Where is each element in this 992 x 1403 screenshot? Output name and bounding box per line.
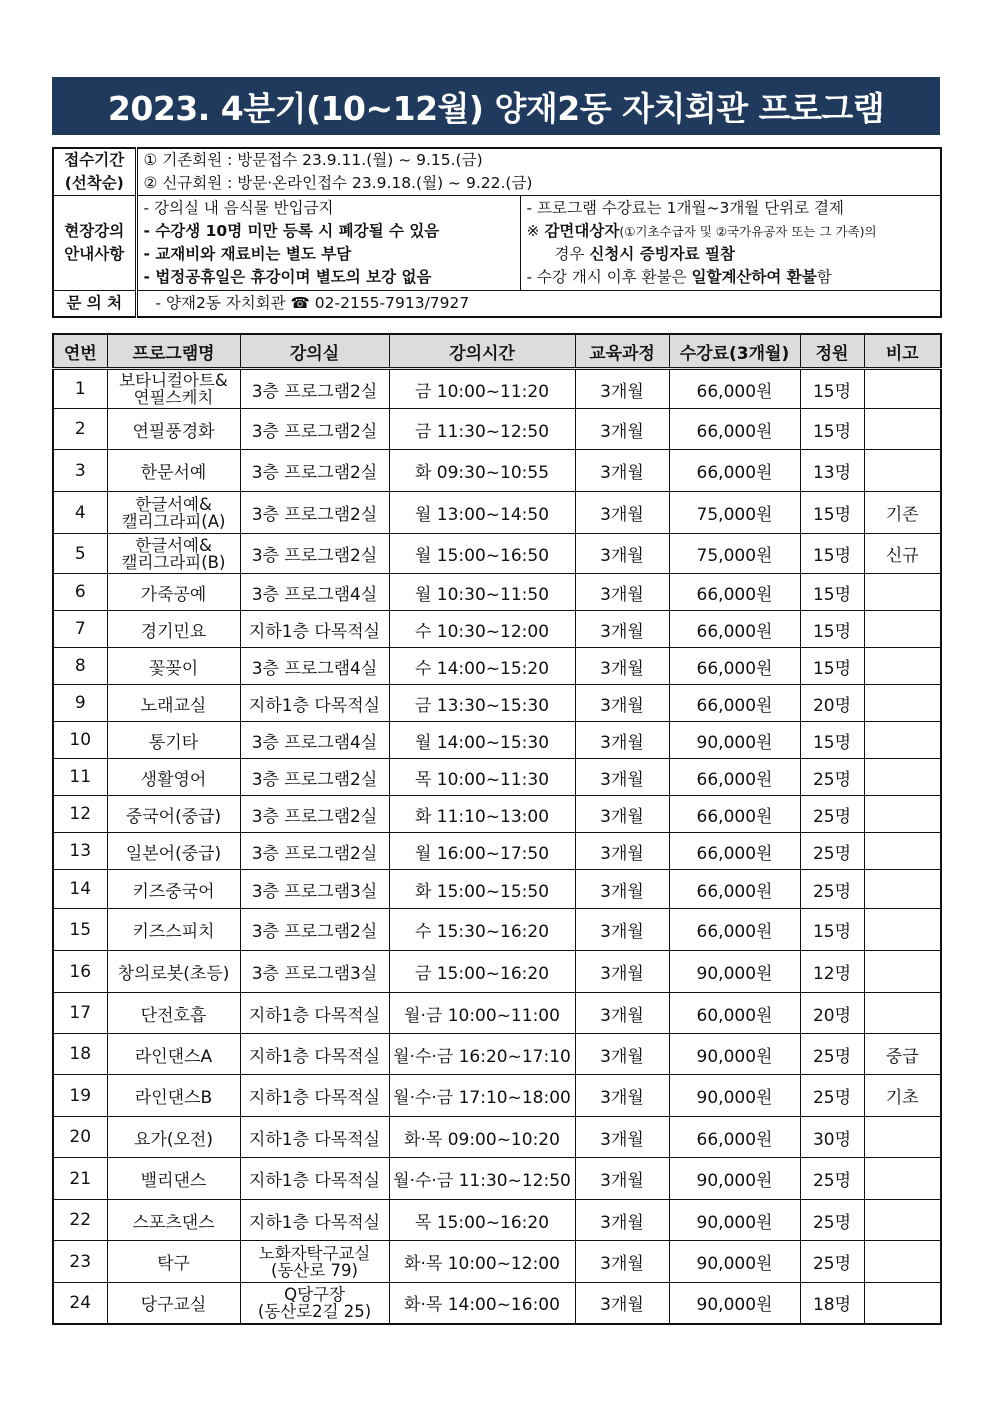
cell-no: 15 xyxy=(53,909,107,951)
cell-cap: 15명 xyxy=(800,369,864,409)
table-row xyxy=(53,648,941,685)
cell-fee: 66,000원 xyxy=(669,369,800,409)
contact-value: - 양재2동 자치회관 ☎ 02-2155-7913/7927 xyxy=(136,291,941,317)
col-header: 강의실 xyxy=(240,334,389,369)
cell-fee: 66,000원 xyxy=(669,833,800,870)
cell-note xyxy=(864,870,941,909)
table-row xyxy=(53,574,941,611)
cell-note: 기초 xyxy=(864,1075,941,1117)
cell-course: 3개월 xyxy=(575,759,669,796)
cell-course: 3개월 xyxy=(575,1158,669,1200)
cell-time: 목 10:00~11:30 xyxy=(389,759,575,796)
cell-no: 16 xyxy=(53,951,107,993)
cell-course: 3개월 xyxy=(575,870,669,909)
cell-no: 20 xyxy=(53,1117,107,1158)
cell-fee: 66,000원 xyxy=(669,685,800,722)
cell-room: 3층 프로그램4실 xyxy=(240,722,389,759)
cell-note xyxy=(864,1158,941,1200)
cell-fee: 60,000원 xyxy=(669,993,800,1034)
cell-cap: 25명 xyxy=(800,870,864,909)
table-row xyxy=(53,722,941,759)
cell-fee: 66,000원 xyxy=(669,574,800,611)
table-row xyxy=(53,492,941,534)
cell-fee: 90,000원 xyxy=(669,1158,800,1200)
cell-name: 생활영어 xyxy=(107,759,240,796)
cell-fee: 66,000원 xyxy=(669,450,800,492)
cell-note xyxy=(864,759,941,796)
cell-no: 22 xyxy=(53,1200,107,1241)
cell-name: 꽃꽂이 xyxy=(107,648,240,685)
program-table xyxy=(52,333,942,1325)
cell-note xyxy=(864,409,941,450)
cell-time: 수 14:00~15:20 xyxy=(389,648,575,685)
cell-note xyxy=(864,951,941,993)
cell-course: 3개월 xyxy=(575,685,669,722)
cell-time: 화 11:10~13:00 xyxy=(389,796,575,833)
cell-no: 21 xyxy=(53,1158,107,1200)
cell-time: 화·목 09:00~10:20 xyxy=(389,1117,575,1158)
cell-room: Q당구장 (동산로2길 25) xyxy=(240,1283,389,1324)
cell-cap: 15명 xyxy=(800,534,864,574)
cell-time: 화·목 10:00~12:00 xyxy=(389,1241,575,1283)
cell-course: 3개월 xyxy=(575,993,669,1034)
cell-time: 월 13:00~14:50 xyxy=(389,492,575,534)
reception-period xyxy=(136,148,941,196)
table-row xyxy=(53,1241,941,1283)
cell-name: 중국어(중급) xyxy=(107,796,240,833)
cell-name: 창의로봇(초등) xyxy=(107,951,240,993)
guide-discount-note: ※ 감면대상자(①기초수급자 및 ②국가유공자 또는 그 가족)의 xyxy=(526,222,877,240)
reception-line-new: ② 신규회원 : 방문·온라인접수 23.9.18.(월) ~ 9.22.(금) xyxy=(143,174,533,192)
guide-left xyxy=(136,196,520,291)
cell-room: 지하1층 다목적실 xyxy=(240,1034,389,1075)
cell-cap: 25명 xyxy=(800,833,864,870)
cell-no: 9 xyxy=(53,685,107,722)
table-row xyxy=(53,1034,941,1075)
guide-label: 현장강의 안내사항 xyxy=(53,196,136,291)
cell-course: 3개월 xyxy=(575,1200,669,1241)
cell-room: 지하1층 다목적실 xyxy=(240,1075,389,1117)
guide-item: - 법정공휴일은 휴강이며 별도의 보강 없음 xyxy=(143,268,432,286)
cell-room: 지하1층 다목적실 xyxy=(240,993,389,1034)
cell-note xyxy=(864,369,941,409)
col-header: 정원 xyxy=(800,334,864,369)
cell-name: 경기민요 xyxy=(107,611,240,648)
contact-row xyxy=(53,291,941,317)
cell-note xyxy=(864,1200,941,1241)
cell-no: 10 xyxy=(53,722,107,759)
cell-time: 화 09:30~10:55 xyxy=(389,450,575,492)
cell-name: 일본어(중급) xyxy=(107,833,240,870)
cell-time: 화 15:00~15:50 xyxy=(389,870,575,909)
cell-room: 3층 프로그램2실 xyxy=(240,833,389,870)
cell-no: 8 xyxy=(53,648,107,685)
cell-name: 노래교실 xyxy=(107,685,240,722)
table-row xyxy=(53,611,941,648)
cell-room: 3층 프로그램2실 xyxy=(240,759,389,796)
cell-room: 3층 프로그램4실 xyxy=(240,574,389,611)
table-row xyxy=(53,909,941,951)
cell-time: 월 10:30~11:50 xyxy=(389,574,575,611)
cell-note xyxy=(864,574,941,611)
cell-time: 금 11:30~12:50 xyxy=(389,409,575,450)
cell-name: 한글서예& 캘리그라피(B) xyxy=(107,534,240,574)
cell-note: 중급 xyxy=(864,1034,941,1075)
cell-room: 3층 프로그램2실 xyxy=(240,450,389,492)
cell-no: 14 xyxy=(53,870,107,909)
cell-note xyxy=(864,909,941,951)
guide-row xyxy=(53,196,941,291)
guide-item: - 교재비와 재료비는 별도 부담 xyxy=(143,245,352,263)
table-row xyxy=(53,450,941,492)
table-header xyxy=(53,334,941,369)
cell-name: 스포츠댄스 xyxy=(107,1200,240,1241)
cell-time: 목 15:00~16:20 xyxy=(389,1200,575,1241)
cell-cap: 18명 xyxy=(800,1283,864,1324)
cell-no: 6 xyxy=(53,574,107,611)
cell-note xyxy=(864,993,941,1034)
cell-course: 3개월 xyxy=(575,951,669,993)
cell-room: 3층 프로그램2실 xyxy=(240,409,389,450)
col-header: 프로그램명 xyxy=(107,334,240,369)
cell-cap: 15명 xyxy=(800,648,864,685)
cell-room: 3층 프로그램2실 xyxy=(240,492,389,534)
reception-label: 접수기간 (선착순) xyxy=(53,148,136,196)
table-row xyxy=(53,833,941,870)
cell-no: 12 xyxy=(53,796,107,833)
cell-note xyxy=(864,833,941,870)
table-row xyxy=(53,534,941,574)
cell-time: 월·수·금 17:10~18:00 xyxy=(389,1075,575,1117)
cell-name: 탁구 xyxy=(107,1241,240,1283)
cell-no: 1 xyxy=(53,369,107,409)
cell-fee: 66,000원 xyxy=(669,870,800,909)
cell-time: 금 10:00~11:20 xyxy=(389,369,575,409)
cell-fee: 66,000원 xyxy=(669,611,800,648)
cell-room: 3층 프로그램2실 xyxy=(240,369,389,409)
cell-no: 24 xyxy=(53,1283,107,1324)
cell-no: 3 xyxy=(53,450,107,492)
cell-cap: 25명 xyxy=(800,796,864,833)
cell-cap: 25명 xyxy=(800,1075,864,1117)
cell-note xyxy=(864,1117,941,1158)
table-row xyxy=(53,369,941,409)
cell-room: 3층 프로그램2실 xyxy=(240,909,389,951)
cell-room: 3층 프로그램4실 xyxy=(240,648,389,685)
table-row xyxy=(53,796,941,833)
cell-cap: 15명 xyxy=(800,574,864,611)
cell-course: 3개월 xyxy=(575,409,669,450)
col-header: 비고 xyxy=(864,334,941,369)
cell-fee: 90,000원 xyxy=(669,1034,800,1075)
cell-room: 지하1층 다목적실 xyxy=(240,1158,389,1200)
cell-no: 2 xyxy=(53,409,107,450)
cell-note: 기존 xyxy=(864,492,941,534)
cell-fee: 66,000원 xyxy=(669,909,800,951)
cell-no: 4 xyxy=(53,492,107,534)
cell-time: 월·수·금 11:30~12:50 xyxy=(389,1158,575,1200)
table-row xyxy=(53,759,941,796)
cell-time: 수 10:30~12:00 xyxy=(389,611,575,648)
cell-fee: 66,000원 xyxy=(669,1117,800,1158)
col-header: 강의시간 xyxy=(389,334,575,369)
cell-cap: 15명 xyxy=(800,409,864,450)
cell-cap: 12명 xyxy=(800,951,864,993)
reception-line-existing: ① 기존회원 : 방문접수 23.9.11.(월) ~ 9.15.(금) xyxy=(143,151,483,169)
cell-room: 지하1층 다목적실 xyxy=(240,1117,389,1158)
cell-room: 지하1층 다목적실 xyxy=(240,1200,389,1241)
cell-course: 3개월 xyxy=(575,574,669,611)
cell-note xyxy=(864,450,941,492)
cell-cap: 15명 xyxy=(800,492,864,534)
cell-cap: 15명 xyxy=(800,909,864,951)
cell-course: 3개월 xyxy=(575,1117,669,1158)
cell-course: 3개월 xyxy=(575,1075,669,1117)
cell-cap: 25명 xyxy=(800,1241,864,1283)
cell-course: 3개월 xyxy=(575,796,669,833)
cell-fee: 66,000원 xyxy=(669,409,800,450)
table-row xyxy=(53,993,941,1034)
table-row xyxy=(53,870,941,909)
cell-course: 3개월 xyxy=(575,492,669,534)
cell-no: 7 xyxy=(53,611,107,648)
cell-course: 3개월 xyxy=(575,909,669,951)
cell-fee: 90,000원 xyxy=(669,1200,800,1241)
cell-fee: 66,000원 xyxy=(669,648,800,685)
cell-course: 3개월 xyxy=(575,722,669,759)
cell-no: 23 xyxy=(53,1241,107,1283)
cell-fee: 66,000원 xyxy=(669,796,800,833)
cell-fee: 90,000원 xyxy=(669,1241,800,1283)
cell-no: 13 xyxy=(53,833,107,870)
cell-room: 3층 프로그램3실 xyxy=(240,870,389,909)
cell-room: 노화자탁구교실 (동산로 79) xyxy=(240,1241,389,1283)
cell-course: 3개월 xyxy=(575,369,669,409)
cell-note xyxy=(864,722,941,759)
table-row xyxy=(53,1117,941,1158)
cell-name: 밸리댄스 xyxy=(107,1158,240,1200)
cell-note xyxy=(864,648,941,685)
cell-time: 월·금 10:00~11:00 xyxy=(389,993,575,1034)
cell-time: 월 16:00~17:50 xyxy=(389,833,575,870)
col-header: 수강료(3개월) xyxy=(669,334,800,369)
reception-row xyxy=(53,148,941,196)
cell-name: 라인댄스A xyxy=(107,1034,240,1075)
guide-right xyxy=(520,196,941,291)
cell-name: 한글서예& 캘리그라피(A) xyxy=(107,492,240,534)
cell-room: 3층 프로그램2실 xyxy=(240,534,389,574)
cell-course: 3개월 xyxy=(575,648,669,685)
cell-name: 보타니컬아트& 연필스케치 xyxy=(107,369,240,409)
cell-room: 3층 프로그램2실 xyxy=(240,796,389,833)
cell-cap: 20명 xyxy=(800,993,864,1034)
cell-fee: 90,000원 xyxy=(669,722,800,759)
cell-time: 화·목 14:00~16:00 xyxy=(389,1283,575,1324)
cell-fee: 90,000원 xyxy=(669,1075,800,1117)
page-title: 2023. 4분기(10~12월) 양재2동 자치회관 프로그램 xyxy=(52,77,940,135)
guide-fee-note: - 프로그램 수강료는 1개월~3개월 단위로 결제 xyxy=(526,199,844,217)
cell-fee: 66,000원 xyxy=(669,759,800,796)
cell-note: 신규 xyxy=(864,534,941,574)
cell-time: 월 14:00~15:30 xyxy=(389,722,575,759)
table-row xyxy=(53,951,941,993)
cell-name: 가죽공예 xyxy=(107,574,240,611)
cell-name: 통기타 xyxy=(107,722,240,759)
col-header: 연번 xyxy=(53,334,107,369)
cell-cap: 15명 xyxy=(800,722,864,759)
cell-time: 금 15:00~16:20 xyxy=(389,951,575,993)
cell-course: 3개월 xyxy=(575,611,669,648)
cell-fee: 75,000원 xyxy=(669,492,800,534)
cell-no: 5 xyxy=(53,534,107,574)
cell-cap: 15명 xyxy=(800,611,864,648)
cell-cap: 30명 xyxy=(800,1117,864,1158)
table-row xyxy=(53,409,941,450)
cell-note xyxy=(864,611,941,648)
table-row xyxy=(53,1075,941,1117)
cell-cap: 13명 xyxy=(800,450,864,492)
cell-no: 19 xyxy=(53,1075,107,1117)
cell-fee: 90,000원 xyxy=(669,951,800,993)
cell-time: 수 15:30~16:20 xyxy=(389,909,575,951)
cell-note xyxy=(864,1283,941,1324)
guide-item: - 수강생 10명 미만 등록 시 폐강될 수 있음 xyxy=(143,222,440,240)
cell-name: 한문서예 xyxy=(107,450,240,492)
cell-course: 3개월 xyxy=(575,1034,669,1075)
cell-name: 요가(오전) xyxy=(107,1117,240,1158)
cell-time: 월·수·금 16:20~17:10 xyxy=(389,1034,575,1075)
cell-cap: 25명 xyxy=(800,759,864,796)
cell-fee: 75,000원 xyxy=(669,534,800,574)
table-row xyxy=(53,1283,941,1324)
table-row xyxy=(53,1158,941,1200)
cell-fee: 90,000원 xyxy=(669,1283,800,1324)
cell-name: 당구교실 xyxy=(107,1283,240,1324)
cell-room: 지하1층 다목적실 xyxy=(240,611,389,648)
guide-discount-note-cont: 경우 신청시 증빙자료 필참 xyxy=(554,245,735,263)
cell-name: 키즈스피치 xyxy=(107,909,240,951)
cell-room: 3층 프로그램3실 xyxy=(240,951,389,993)
cell-no: 17 xyxy=(53,993,107,1034)
cell-cap: 20명 xyxy=(800,685,864,722)
col-header: 교육과정 xyxy=(575,334,669,369)
cell-note xyxy=(864,685,941,722)
cell-no: 18 xyxy=(53,1034,107,1075)
contact-label: 문 의 처 xyxy=(53,291,136,317)
cell-name: 연필풍경화 xyxy=(107,409,240,450)
guide-refund-note: - 수강 개시 이후 환불은 일할계산하여 환불함 xyxy=(526,268,832,286)
cell-note xyxy=(864,1241,941,1283)
guide-item: - 강의실 내 음식물 반입금지 xyxy=(143,199,334,217)
cell-no: 11 xyxy=(53,759,107,796)
cell-cap: 25명 xyxy=(800,1200,864,1241)
cell-course: 3개월 xyxy=(575,1283,669,1324)
cell-time: 월 15:00~16:50 xyxy=(389,534,575,574)
cell-name: 단전호흡 xyxy=(107,993,240,1034)
table-row xyxy=(53,1200,941,1241)
cell-time: 금 13:30~15:30 xyxy=(389,685,575,722)
cell-course: 3개월 xyxy=(575,1241,669,1283)
cell-course: 3개월 xyxy=(575,450,669,492)
cell-name: 라인댄스B xyxy=(107,1075,240,1117)
cell-course: 3개월 xyxy=(575,833,669,870)
cell-room: 지하1층 다목적실 xyxy=(240,685,389,722)
cell-cap: 25명 xyxy=(800,1158,864,1200)
cell-course: 3개월 xyxy=(575,534,669,574)
info-table xyxy=(52,147,942,318)
cell-note xyxy=(864,796,941,833)
cell-name: 키즈중국어 xyxy=(107,870,240,909)
table-row xyxy=(53,685,941,722)
cell-cap: 25명 xyxy=(800,1034,864,1075)
